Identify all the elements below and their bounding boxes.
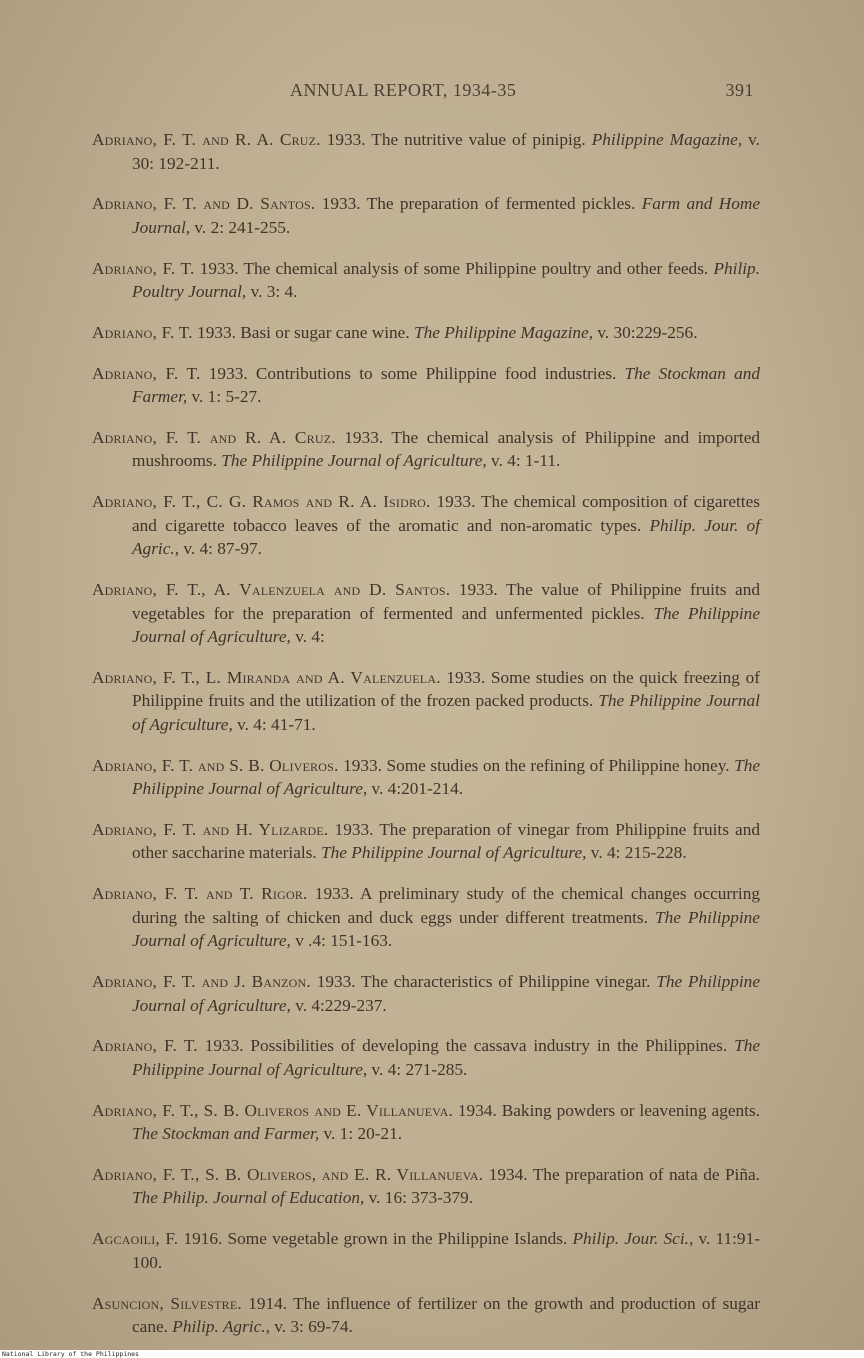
entry-author: Adriano, F. T. and D. Santos. [92,194,316,214]
entry-text: 1933. The chemical analysis of Philippine and imported mushrooms. [132,427,760,471]
bibliography-entry [92,321,760,345]
entry-journal: The Philippine Journal of Agriculture, [132,907,760,951]
entry-volume: v. 1: 5-27. [187,387,262,407]
entry-journal: Philip. Jour. Sci., [572,1229,694,1249]
entry-author: Adriano, F. T., S. B. Oliveros and E. Villanueva. [92,1100,453,1120]
entry-volume: v. 4: 87-97. [179,539,262,559]
page-number: 391 [725,80,754,100]
entry-author: Agcaoili, F. [92,1229,179,1249]
entry-text: 1934. Baking powders or leavening agents. [452,1100,760,1120]
entry-text: 1933. The preparation of fermented pickles. [315,194,642,214]
entry-author: Asuncion, Silvestre. [92,1293,242,1313]
entry-author: Adriano, F. T. and T. Rigor. [92,884,308,904]
entry-volume: v. 4: 41-71. [232,714,316,734]
entry-volume: v. 16: 373-379. [364,1188,474,1208]
bibliography-entry [92,1292,760,1339]
entry-text: 1933. The characteristics of Philippine vinegar. [310,972,657,992]
entry-journal: The Stockman and Farmer, [132,363,761,407]
entry-journal: The Philippine Journal of Agriculture, [321,843,587,863]
bibliography-entry [92,970,760,1017]
entry-text: 1933. Some studies on the refining of Philippine honey. [338,755,735,775]
entry-journal: The Philippine Journal of Agriculture, [132,603,760,647]
bibliography-entry [92,1099,760,1146]
entry-text: 1933. Some studies on the quick freezing of Philippine fruits and the utilization of the frozen packed products. [132,667,760,711]
entry-volume: v. 4: [290,627,325,647]
entry-volume: v. 30: 192-211. [132,130,760,173]
entry-author: Adriano, F. T., C. G. Ramos and R. A. Isidro. [92,492,431,512]
entry-volume: v. 4: 1-11. [486,451,561,471]
running-title: ANNUAL REPORT, 1934-35 [290,80,517,100]
entry-text: 1933. The chemical composition of cigarettes and cigarette tobacco leaves of the aromatic and non-aromatic types. [132,492,760,535]
entry-text: 1933. Contributions to some Philippine food industries. [200,363,625,383]
entry-journal: The Philip. Journal of Education, [132,1188,365,1208]
bibliography-entry [92,128,760,175]
bibliography-entry [92,578,760,649]
entry-journal: The Philippine Journal of Agriculture, [132,691,760,734]
entry-author: Adriano, F. T. and J. Banzon. [92,972,311,992]
bibliography-entry [92,1227,760,1274]
entry-journal: Philip. Poultry Journal, [132,258,761,302]
bibliography-entry [92,1163,760,1210]
entry-volume: v. 4:201-214. [367,779,464,799]
entry-author: Adriano, F. T. [92,1036,198,1056]
entry-author: Adriano, F. T. and R. A. Cruz. [92,427,336,447]
entry-journal: Philippine Magazine, [591,130,743,149]
entry-journal: The Stockman and Farmer, [132,1124,320,1144]
bibliography-list [92,128,760,1342]
entry-volume: v. 11:91-100. [132,1229,760,1272]
entry-volume: v. 2: 241-255. [190,217,291,237]
entry-text: 1933. A preliminary study of the chemical changes occurring during the salting of chicken and duck eggs under different treatments. [132,884,760,927]
entry-author: Adriano, F. T. and H. Ylizarde. [92,819,329,839]
entry-author: Adriano, F. T. and S. B. Oliveros. [92,755,339,775]
page-header [90,80,754,104]
entry-author: Adriano, F. T., A. Valenzuela and D. Santos. [92,580,451,600]
entry-author: Adriano, F. T. [92,322,193,342]
entry-text: 1914. The influence of fertilizer on the growth and production of sugar cane. [132,1293,760,1337]
bibliography-entry [92,1034,760,1081]
entry-volume: v. 30:229-256. [593,322,698,342]
entry-journal: The Philippine Journal of Agriculture, [132,755,760,799]
bibliography-entry [92,257,760,304]
entry-journal: Philip. Agric., [172,1317,270,1337]
bibliography-entry [92,192,760,239]
entry-text: 1933. Possibilities of developing the cassava industry in the Philippines. [197,1036,735,1056]
entry-journal: Philip. Jour. of Agric., [132,515,760,559]
bibliography-entry [92,426,760,473]
entry-text: 1934. The preparation of nata de Piña. [483,1164,760,1184]
entry-journal: The Philippine Journal of Agriculture, [132,1036,761,1079]
entry-text: 1933. Basi or sugar cane wine. [192,322,414,342]
entry-journal: Farm and Home Journal, [132,194,760,237]
bibliography-entry [92,362,760,409]
entry-journal: The Philippine Journal of Agriculture, [132,972,760,1015]
entry-volume: v. 4: 215-228. [586,843,687,863]
entry-author: Adriano, F. T. [92,258,195,278]
entry-text: 1933. The chemical analysis of some Philippine poultry and other feeds. [194,258,714,278]
bibliography-entry [92,666,760,737]
library-watermark: National Library of the Philippines [0,1350,864,1358]
entry-journal: The Philippine Journal of Agriculture, [221,451,487,471]
entry-author: Adriano, F. T., S. B. Oliveros, and E. R. Villanueva. [92,1164,484,1184]
entry-text: 1933. The value of Philippine fruits and vegetables for the preparation of fermented and unfermented pickles. [132,580,760,623]
entry-text: 1916. Some vegetable grown in the Philippine Islands. [178,1229,573,1249]
entry-author: Adriano, F. T. [92,363,201,383]
entry-text: 1933. The nutritive value of pinipig. [320,130,592,149]
entry-volume: v. 4:229-237. [290,995,387,1015]
entry-author: Adriano, F. T. and R. A. Cruz. [92,130,321,149]
entry-text: 1933. The preparation of vinegar from Philippine fruits and other saccharine materials. [132,819,760,863]
entry-volume: v. 3: 69-74. [269,1317,353,1337]
entry-author: Adriano, F. T., L. Miranda and A. Valenzuela. [92,667,441,687]
entry-volume: v. 4: 271-285. [367,1059,468,1079]
bibliography-entry [92,490,760,561]
bibliography-entry [92,754,760,801]
bibliography-entry [92,882,760,953]
entry-volume: v .4: 151-163. [290,931,393,951]
entry-volume: v. 3: 4. [246,282,298,302]
entry-journal: The Philippine Magazine, [413,322,594,342]
bibliography-entry [92,818,760,865]
entry-volume: v. 1: 20-21. [319,1124,403,1144]
